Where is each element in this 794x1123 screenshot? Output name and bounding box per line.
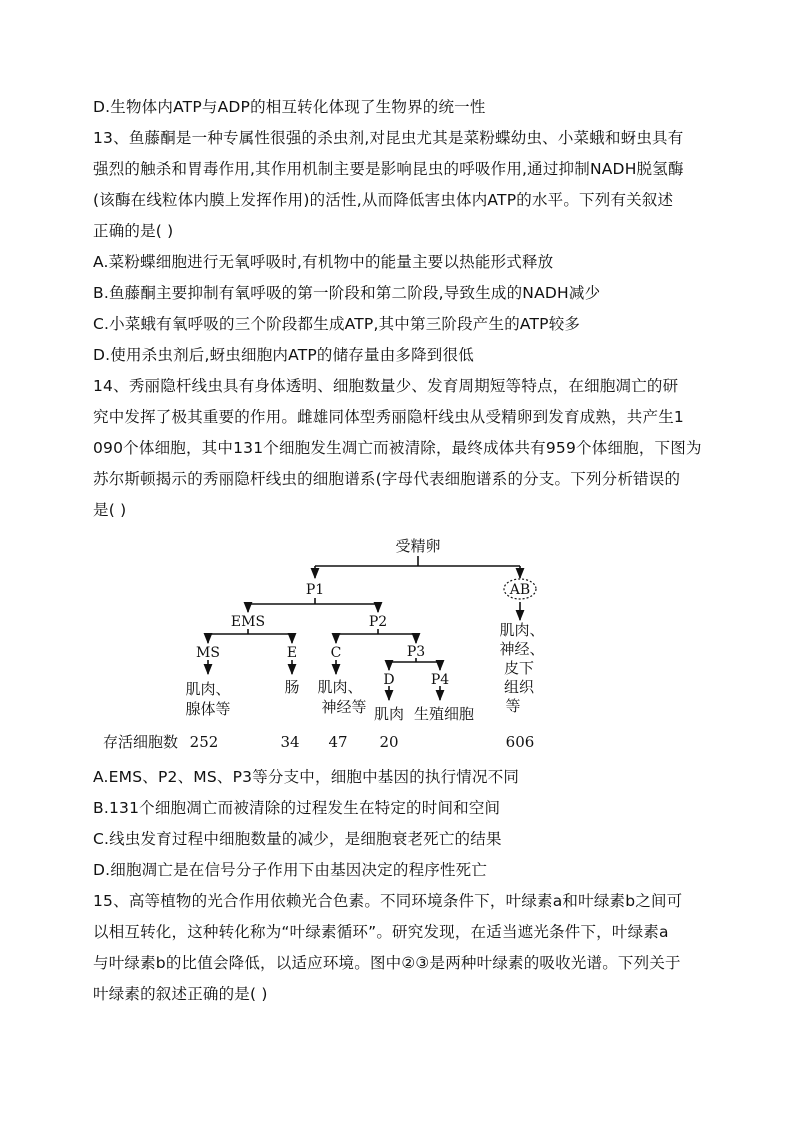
- node-p2: P2: [368, 614, 388, 630]
- q13-option-a: A.菜粉蝶细胞进行无氧呼吸时,有机物中的能量主要以热能形式释放: [93, 253, 554, 271]
- q13-option-b: B.鱼藤酮主要抑制有氧呼吸的第一阶段和第二阶段,导致生成的NADH减少: [93, 284, 601, 302]
- node-e: E: [286, 645, 298, 661]
- q13-stem-line-2: 强烈的触杀和胃毒作用,其作用机制主要是影响昆虫的呼吸作用,通过抑制NADH脱氢酶: [93, 160, 684, 178]
- surviving-cell-count-label: 存活细胞数: [103, 733, 179, 751]
- q13-option-d: D.使用杀虫剂后,蚜虫细胞内ATP的储存量由多降到很低: [93, 346, 474, 364]
- fate-ms-line-1: 肌肉、: [185, 680, 231, 698]
- fate-ms-line-2: 腺体等: [185, 700, 231, 718]
- q14-stem-line-1: 14、秀丽隐杆线虫具有身体透明、细胞数量少、发育周期短等特点，在细胞凋亡的研: [93, 377, 679, 395]
- q13-stem-line-4: 正确的是( ): [93, 222, 174, 240]
- q14-stem-line-5: 是( ): [93, 501, 127, 519]
- count-ab: 606: [505, 733, 535, 751]
- node-d: D: [383, 672, 395, 688]
- fate-p4: 生殖细胞: [413, 705, 475, 723]
- q13-stem-line-3: (该酶在线粒体内膜上发挥作用)的活性,从而降低害虫体内ATP的水平。下列有关叙述: [93, 191, 674, 209]
- node-fertilized-egg: 受精卵: [395, 537, 441, 555]
- count-d: 20: [379, 733, 399, 751]
- q15-stem-line-2: 以相互转化，这种转化称为“叶绿素循环”。研究发现，在适当遮光条件下，叶绿素a: [93, 923, 669, 941]
- count-c: 47: [328, 733, 348, 751]
- fate-ab-line-5: 等: [505, 697, 521, 715]
- node-ab: AB: [509, 582, 531, 598]
- q14-option-b: B.131个细胞凋亡而被清除的过程发生在特定的时间和空间: [93, 799, 501, 817]
- q15-stem-line-3: 与叶绿素b的比值会降低，以适应环境。图中②③是两种叶绿素的吸收光谱。下列关于: [93, 954, 681, 972]
- q15-stem-line-4: 叶绿素的叙述正确的是( ): [93, 985, 268, 1003]
- cell-lineage-diagram: [0, 530, 794, 760]
- node-ms: MS: [196, 645, 220, 661]
- q14-stem-line-2: 究中发挥了极其重要的作用。雌雄同体型秀丽隐杆线虫从受精卵到发育成熟，共产生1: [93, 408, 684, 426]
- fate-ab-line-1: 肌肉、: [499, 621, 545, 639]
- fate-ab-line-2: 神经、: [499, 640, 545, 658]
- q14-option-c: C.线虫发育过程中细胞数量的减少，是细胞衰老死亡的结果: [93, 830, 502, 848]
- q15-stem-line-1: 15、高等植物的光合作用依赖光合色素。不同环境条件下，叶绿素a和叶绿素b之间可: [93, 892, 683, 910]
- q14-option-a: A.EMS、P2、MS、P3等分支中，细胞中基因的执行情况不同: [93, 768, 520, 786]
- q14-stem-line-4: 苏尔斯顿揭示的秀丽隐杆线虫的细胞谱系(字母代表细胞谱系的分支。下列分析错误的: [93, 470, 681, 488]
- count-e: 34: [280, 733, 300, 751]
- fate-c-line-2: 神经等: [321, 698, 367, 716]
- fate-ab-line-4: 组织: [503, 678, 535, 696]
- q13-option-c: C.小菜蛾有氧呼吸的三个阶段都生成ATP,其中第三阶段产生的ATP较多: [93, 315, 581, 333]
- q13-stem-line-1: 13、鱼藤酮是一种专属性很强的杀虫剂,对昆虫尤其是菜粉蝶幼虫、小菜蛾和蚜虫具有: [93, 129, 684, 147]
- count-ms: 252: [189, 733, 219, 751]
- node-ems: EMS: [230, 614, 266, 630]
- fate-c-line-1: 肌肉、: [317, 678, 363, 696]
- node-c: C: [330, 645, 342, 661]
- fate-d: 肌肉: [373, 705, 405, 723]
- q14-stem-line-3: 090个体细胞，其中131个细胞发生凋亡而被清除，最终成体共有959个体细胞，下图为: [93, 439, 702, 457]
- node-p4: P4: [430, 672, 450, 688]
- fate-e: 肠: [284, 678, 300, 696]
- q14-option-d: D.细胞凋亡是在信号分子作用下由基因决定的程序性死亡: [93, 861, 488, 879]
- q12-option-d: D.生物体内ATP与ADP的相互转化体现了生物界的统一性: [93, 98, 486, 116]
- node-p3: P3: [406, 644, 426, 660]
- node-p1: P1: [305, 582, 325, 598]
- fate-ab-line-3: 皮下: [503, 659, 535, 677]
